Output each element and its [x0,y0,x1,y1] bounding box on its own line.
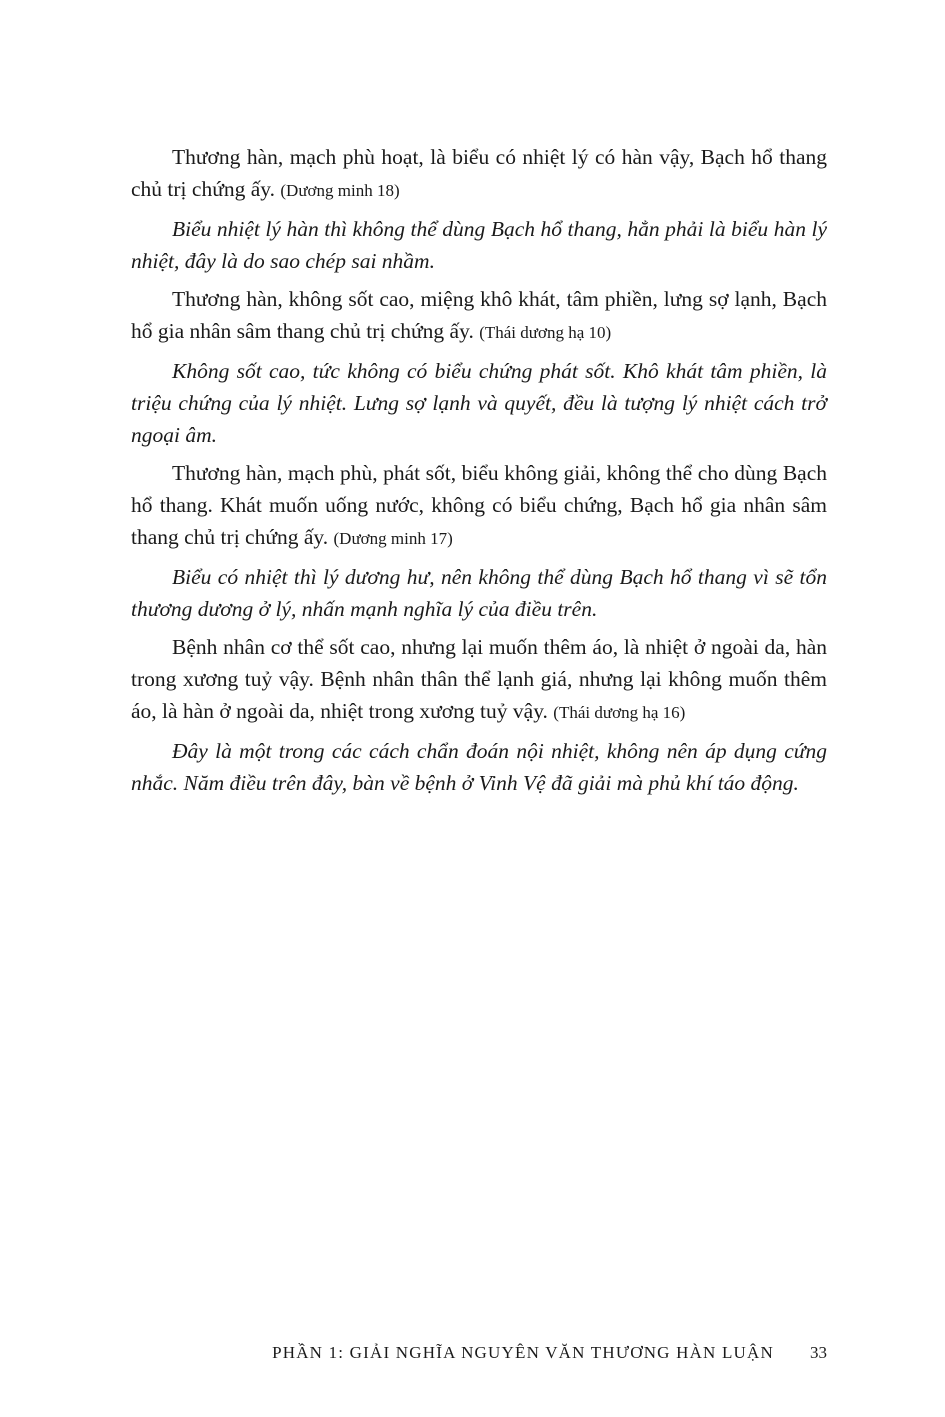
paragraph-reference: (Thái dương hạ 16) [553,703,686,722]
commentary-paragraph [131,735,827,799]
commentary-paragraph [131,355,827,451]
page-footer [0,1340,945,1366]
commentary-paragraph [131,561,827,625]
page-number: 33 [810,1343,827,1362]
running-title: PHẦN 1: GIẢI NGHĨA NGUYÊN VĂN THƯƠNG HÀN LUẬN [272,1343,774,1362]
paragraph-reference: (Dương minh 17) [333,529,453,548]
paragraph-text: Biểu nhiệt lý hàn thì không thể dùng Bạch hổ thang, hẳn phải là biểu hàn lý nhiệt, đây là do sao chép sai nhầm. [131,217,827,273]
paragraph-text: Bệnh nhân cơ thể sốt cao, nhưng lại muốn thêm áo, là nhiệt ở ngoài da, hàn trong xương tuỷ vậy. Bệnh nhân thân thể lạnh giá, nhưng lại không muốn thêm áo, là hàn ở ngoài da, nhiệt trong xương tuỷ vậy. [131,635,827,723]
page-body [131,141,827,805]
paragraph-text: Thương hàn, mạch phù, phát sốt, biểu không giải, không thể cho dùng Bạch hổ thang. Khát muốn uống nước, không có biểu chứng, Bạch hổ gia nhân sâm thang chủ trị chứng ấy. [131,461,827,549]
paragraph-reference: (Thái dương hạ 10) [479,323,612,342]
paragraph-text: Không sốt cao, tức không có biểu chứng phát sốt. Khô khát tâm phiền, là triệu chứng của lý nhiệt. Lưng sợ lạnh và quyết, đều là tượng lý nhiệt cách trở ngoại âm. [131,359,827,447]
paragraph-text: Biểu có nhiệt thì lý dương hư, nên không thể dùng Bạch hổ thang vì sẽ tổn thương dương ở lý, nhấn mạnh nghĩa lý của điều trên. [131,565,827,621]
paragraph-text: Thương hàn, mạch phù hoạt, là biểu có nhiệt lý có hàn vậy, Bạch hổ thang chủ trị chứng ấy. [131,145,827,201]
paragraph-reference: (Dương minh 18) [280,181,400,200]
paragraph-text: Thương hàn, không sốt cao, miệng khô khát, tâm phiền, lưng sợ lạnh, Bạch hổ gia nhân sâm thang chủ trị chứng ấy. [131,287,827,343]
text-paragraph [131,631,827,729]
text-paragraph [131,457,827,555]
commentary-paragraph [131,213,827,277]
text-paragraph [131,283,827,349]
paragraph-text: Đây là một trong các cách chẩn đoán nội nhiệt, không nên áp dụng cứng nhắc. Năm điều trên đây, bàn về bệnh ở Vinh Vệ đã giải mà phủ khí táo động. [131,739,827,795]
text-paragraph [131,141,827,207]
